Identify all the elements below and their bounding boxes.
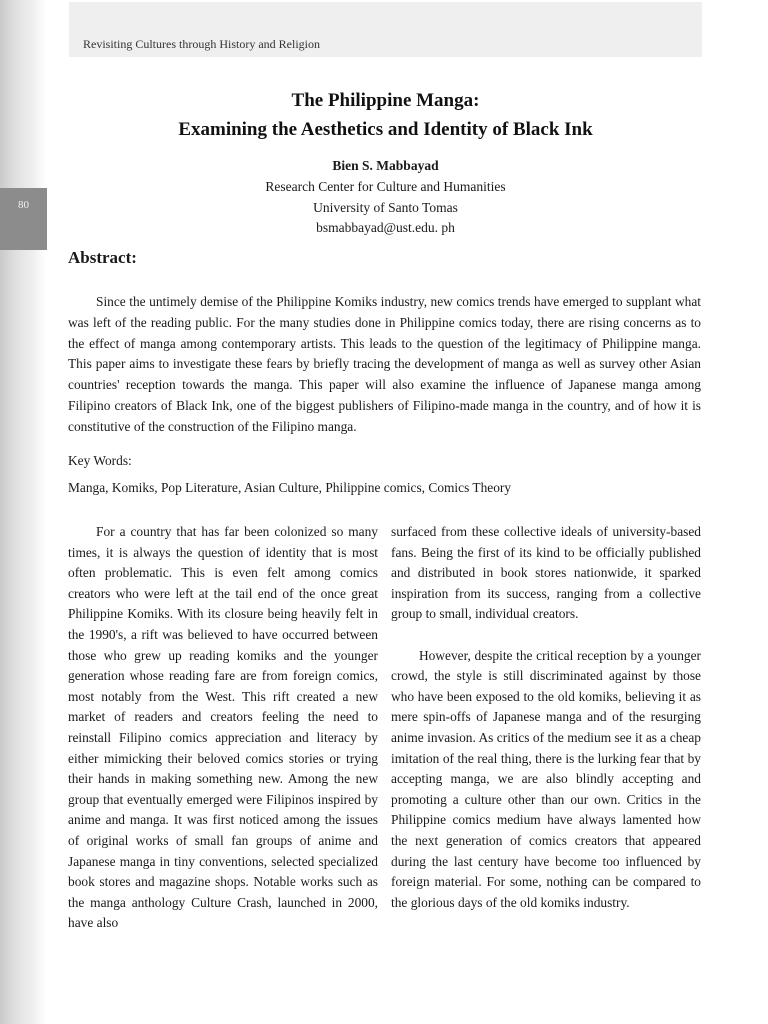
- author-email: bsmabbayad@ust.edu. ph: [316, 220, 455, 235]
- body-paragraph: For a country that has far been colonized so many times, it is always the question of identity that is most often problematic. This is even felt among comics creators who were left at the tail end of the once great Philippine Komiks. With its closure being heavily felt in the 1990's, a rift was believed to have occurred between those who grew up reading komiks and the younger generation whose reading fare are from foreign comics, most notably from the West. This rift created a new market of readers and creators feeling the need to reinstall Filipino comics appreciation and literacy by either mimicking their beloved comics stories or trying their hands in making something new. Among the new group that eventually emerged were Filipinos inspired by anime and manga. It was first noticed among the issues of original works of small fan groups of anime and Japanese manga in tiny conventions, selected specialized book stores and magazine shops. Notable works such as the manga anthology Culture Crash, launched in 2000, have also: [68, 524, 378, 931]
- running-head: Revisiting Cultures through History and Religion: [83, 37, 320, 51]
- body-paragraph: However, despite the critical reception by a younger crowd, the style is still discriminated against by those who have been exposed to the old komiks, believing it as mere spin-offs of Japanese manga and of the resurging anime invasion. As critics of the medium see it as a cheap imitation of the real thing, there is the lurking fear that by accepting manga, we are also blindly accepting and promoting a culture other than our own. Critics in the Philippine comics medium have always lamented how the next generation of comics creators that appeared during the last century have become too influenced by foreign material. For some, nothing can be compared to the glorious days of the old komiks industry.: [391, 647, 701, 910]
- author-name: Bien S. Mabbayad: [332, 158, 439, 173]
- keywords-label: Key Words:: [68, 453, 132, 468]
- page-number: 80: [18, 199, 29, 211]
- abstract-heading: Abstract:: [68, 248, 137, 267]
- affiliation-center: Research Center for Culture and Humanities: [265, 179, 506, 194]
- header-band: [69, 2, 702, 57]
- affiliation-university: University of Santo Tomas: [313, 200, 458, 215]
- article-title-line1: The Philippine Manga:: [291, 90, 480, 111]
- page-number-tab: [0, 188, 47, 250]
- page-edge-shadow: [0, 0, 46, 1024]
- body-paragraph: surfaced from these collective ideals of university-based fans. Being the first of its kind to be officially published and distributed in book stores nationwide, it sparked inspiration from its success, ranging from a collective group to small, individual creators.: [391, 524, 701, 622]
- body-column-right: [391, 522, 701, 913]
- body-column-left: [68, 522, 378, 934]
- abstract-text: Since the untimely demise of the Philippine Komiks industry, new comics trends have emerged to supplant what was left of the reading public. For the many studies done in Philippine comics today, there are rising concerns as to the effect of manga among contemporary artists. This leads to the question of the legitimacy of Philippine manga. This paper aims to investigate these fears by briefly tracing the development of manga as well as survey other Asian countries' reception towards the manga. This paper will also examine the influence of Japanese manga among Filipino creators of Black Ink, one of the biggest publishers of Filipino-made manga in the country, and of how it is constitutive of the construction of the Filipino manga.: [68, 294, 701, 434]
- keywords-text: Manga, Komiks, Pop Literature, Asian Culture, Philippine comics, Comics Theory: [68, 480, 512, 495]
- article-title-line2: Examining the Aesthetics and Identity of Black Ink: [178, 119, 593, 140]
